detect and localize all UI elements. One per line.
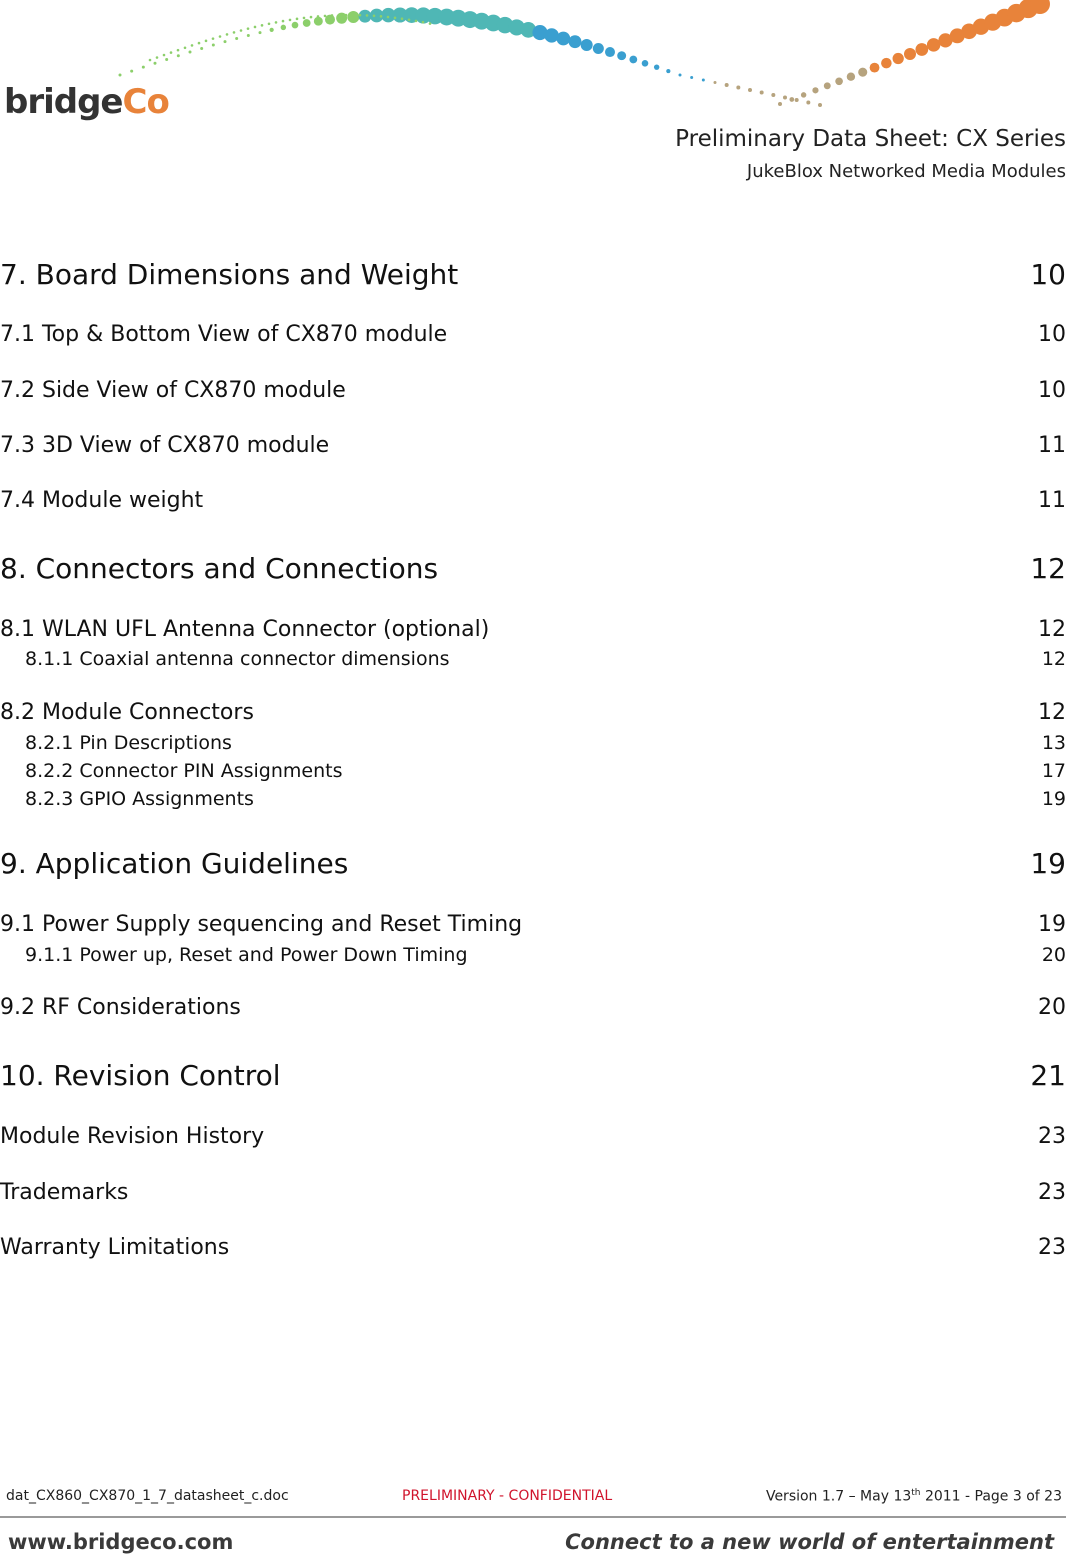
toc-entry[interactable] (0, 944, 1066, 966)
toc-label: 8.2.2 Connector PIN Assignments (25, 760, 343, 782)
decorative-dot (401, 17, 404, 20)
toc-entry[interactable] (0, 322, 1066, 347)
decorative-dot (331, 14, 334, 17)
decorative-dot (212, 37, 215, 40)
toc-entry[interactable] (0, 732, 1066, 754)
decorative-dot (303, 17, 306, 20)
footer-tagline: Connect to a new world of entertainment (565, 1530, 1054, 1554)
decorative-dot (325, 15, 335, 25)
decorative-dot (824, 82, 831, 89)
toc-page-number: 11 (1038, 433, 1066, 458)
decorative-dot (165, 58, 168, 61)
decorative-dot (927, 38, 940, 51)
decorative-dot (268, 23, 271, 26)
toc-page-number: 19 (1038, 912, 1066, 937)
toc-entry[interactable] (0, 847, 1066, 880)
decorative-dot (380, 15, 383, 18)
decorative-dot (881, 58, 892, 69)
decorative-dot (303, 19, 311, 27)
toc-label: 7. Board Dimensions and Weight (0, 258, 459, 291)
decorative-dot (247, 27, 250, 30)
footer-version (766, 1488, 1062, 1505)
decorative-dot (156, 56, 159, 59)
decorative-dot (212, 44, 215, 47)
logo-text: bridge (4, 82, 123, 122)
toc-entry[interactable] (0, 378, 1066, 403)
toc-label: 9. Application Guidelines (0, 847, 349, 880)
decorative-dot (760, 91, 764, 95)
decorative-dot (806, 101, 810, 105)
footer-divider (0, 1516, 1066, 1518)
decorative-dot (247, 34, 250, 37)
decorative-dot (408, 18, 411, 21)
decorative-dot (617, 51, 626, 60)
decorative-dot (177, 49, 180, 52)
toc-page-number: 10 (1038, 322, 1066, 347)
decorative-dot (835, 77, 843, 85)
decorative-dot (219, 35, 222, 38)
decorative-dot (783, 96, 787, 100)
toc-label: 8.1.1 Coaxial antenna connector dimensions (25, 648, 450, 670)
toc-page-number: 12 (1038, 700, 1066, 725)
decorative-dot (119, 74, 122, 77)
toc-page-number: 23 (1038, 1235, 1066, 1260)
toc-page-number: 20 (1041, 944, 1066, 966)
toc-label: Module Revision History (0, 1124, 265, 1149)
toc-entry[interactable] (0, 488, 1066, 513)
decorative-dot (226, 33, 229, 36)
decorative-dot (778, 102, 782, 106)
decorative-dot (281, 25, 286, 30)
decorative-dot (240, 29, 243, 32)
decorative-dot (847, 73, 855, 81)
toc-page-number: 19 (1041, 788, 1066, 810)
toc-entry[interactable] (0, 1124, 1066, 1149)
toc-label: 9.1 Power Supply sequencing and Reset Timing (0, 912, 523, 937)
toc-label: 10. Revision Control (0, 1059, 281, 1092)
decorative-dot (642, 60, 649, 67)
decorative-dot (275, 21, 278, 24)
toc-label: 9.1.1 Power up, Reset and Power Down Timing (25, 944, 468, 966)
decorative-dot (690, 76, 693, 79)
logo-co-text: Co (122, 82, 169, 122)
toc-page-number: 20 (1038, 995, 1066, 1020)
toc-label: 9.2 RF Considerations (0, 995, 241, 1020)
footer-url[interactable]: www.bridgeco.com (8, 1530, 234, 1554)
decorative-dot (736, 86, 740, 90)
decorative-dot (359, 14, 362, 17)
decorative-dot (581, 39, 593, 51)
footer-confidential: PRELIMINARY - CONFIDENTIAL (402, 1488, 613, 1504)
toc-entry[interactable] (0, 617, 1066, 642)
decorative-dot (314, 17, 323, 26)
decorative-dot (345, 14, 348, 17)
decorative-dot (387, 16, 390, 19)
decorative-dot (593, 43, 604, 54)
decorative-dot (317, 15, 320, 18)
decorative-dot (233, 31, 236, 34)
decorative-dot (429, 22, 432, 25)
decorative-dot (629, 56, 637, 64)
decorative-dot (224, 40, 227, 43)
decorative-dot (373, 14, 376, 17)
decorative-dot (795, 98, 799, 102)
toc-page-number: 10 (1038, 378, 1066, 403)
toc-entry[interactable] (0, 700, 1066, 725)
decorative-dot (198, 42, 201, 45)
toc-page-number: 12 (1041, 648, 1066, 670)
toc-label: 8.2.1 Pin Descriptions (25, 732, 232, 754)
toc-entry[interactable] (0, 760, 1066, 782)
decorative-dot (366, 14, 369, 17)
toc-label: Trademarks (0, 1180, 129, 1205)
decorative-dot (352, 14, 355, 17)
toc-entry[interactable] (0, 912, 1066, 937)
decorative-dot (789, 97, 794, 102)
decorative-dot (544, 28, 558, 42)
decorative-dot (748, 88, 752, 92)
decorative-dot (556, 32, 570, 46)
footer-filename: dat_CX860_CX870_1_7_datasheet_c.doc (6, 1488, 289, 1504)
decorative-dot (569, 35, 582, 48)
toc-label: 8.2 Module Connectors (0, 700, 254, 725)
document-title: Preliminary Data Sheet: CX Series (675, 126, 1066, 152)
toc-entry[interactable] (0, 1180, 1066, 1205)
decorative-dot (771, 93, 775, 97)
toc-page-number: 12 (1030, 552, 1066, 585)
decorative-dot (422, 21, 425, 24)
decorative-dot (184, 46, 187, 49)
decorative-dot (282, 20, 285, 23)
toc-label: 7.4 Module weight (0, 488, 204, 513)
decorative-dot (415, 20, 418, 23)
toc-label: 7.1 Top & Bottom View of CX870 module (0, 322, 448, 347)
toc-entry[interactable] (0, 552, 1066, 585)
decorative-dot (292, 22, 299, 29)
decorative-dot (714, 81, 717, 84)
decorative-dot (163, 54, 166, 57)
decorative-dot (347, 11, 359, 23)
decorative-dot (904, 48, 916, 60)
decorative-dot (870, 63, 880, 73)
decorative-dot (142, 66, 145, 69)
toc-page-number: 23 (1038, 1180, 1066, 1205)
decorative-dot (289, 19, 292, 22)
toc-label: 7.3 3D View of CX870 module (0, 433, 330, 458)
footer-version-sup: th (911, 1488, 921, 1498)
decorative-dot (605, 47, 615, 57)
toc-page-number: 23 (1038, 1124, 1066, 1149)
toc-page-number: 13 (1041, 732, 1066, 754)
decorative-dot (154, 62, 157, 65)
decorative-dot (338, 14, 341, 17)
decorative-dot (679, 74, 682, 77)
decorative-dot (200, 47, 203, 50)
toc-label: 8.2.3 GPIO Assignments (25, 788, 254, 810)
decorative-dot (149, 59, 152, 62)
decorative-dot (205, 40, 208, 43)
decorative-dot (818, 103, 822, 107)
decorative-dot (893, 53, 904, 64)
toc-label: 8.1 WLAN UFL Antenna Connector (optional) (0, 617, 490, 642)
toc-label: 8. Connectors and Connections (0, 552, 439, 585)
toc-entry[interactable] (0, 1059, 1066, 1092)
decorative-dot (259, 31, 262, 34)
footer-version-suffix: 2011 - Page 3 of 23 (920, 1488, 1062, 1505)
toc-entry[interactable] (0, 1235, 1066, 1260)
decorative-dot (296, 18, 299, 21)
toc-page-number: 19 (1030, 847, 1066, 880)
toc-entry[interactable] (0, 788, 1066, 810)
toc-page-number: 12 (1038, 617, 1066, 642)
toc-entry[interactable] (0, 258, 1066, 291)
toc-page-number: 10 (1030, 258, 1066, 291)
document-subtitle: JukeBlox Networked Media Modules (746, 161, 1066, 182)
decorative-dot (812, 87, 818, 93)
toc-page-number: 17 (1041, 760, 1066, 782)
decorative-dot (261, 24, 264, 27)
toc-label: 7.2 Side View of CX870 module (0, 378, 346, 403)
decorative-dot (235, 37, 238, 40)
decorative-dot (177, 54, 180, 57)
decorative-dot (725, 83, 729, 87)
decorative-dot (310, 16, 313, 19)
decorative-dot (270, 28, 274, 32)
decorative-dot (324, 15, 327, 18)
toc-entry[interactable] (0, 995, 1066, 1020)
decorative-dot (130, 70, 133, 73)
decorative-dot (254, 26, 257, 29)
decorative-dot (702, 79, 705, 82)
decorative-dot (189, 51, 192, 54)
decorative-dot (191, 44, 194, 47)
decorative-dot (654, 64, 659, 69)
toc-page-number: 11 (1038, 488, 1066, 513)
decorative-dot (915, 43, 928, 56)
toc-page-number: 21 (1030, 1059, 1066, 1092)
decorative-dot (394, 16, 397, 19)
toc-entry[interactable] (0, 648, 1066, 670)
toc-label: Warranty Limitations (0, 1235, 230, 1260)
decorative-dot (858, 68, 867, 77)
decorative-dot (801, 92, 806, 97)
decorative-dot (666, 69, 670, 73)
toc-entry[interactable] (0, 433, 1066, 458)
footer-version-prefix: Version 1.7 – May 13 (765, 1488, 912, 1505)
decorative-dot (170, 51, 173, 54)
bridgeco-logo (4, 82, 169, 122)
